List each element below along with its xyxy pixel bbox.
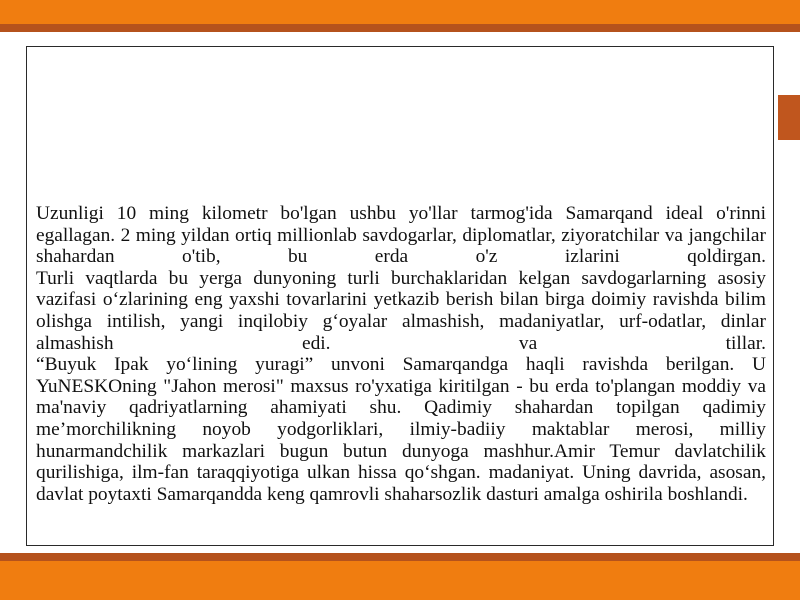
paragraph-merchants: Turli vaqtlarda bu yerga dunyoning turli burchaklaridan kelgan savdogarlarning asosiy vazifasi o‘zlarining eng yaxshi tovarlarini yetkazib berish bilan birga doimiy ravishda bilim olishga intilish, yangi inqilobiy g‘oyalar almashish, madaniyatlar, urf-odatlar, dinlar almashish edi. va tillar. <box>36 267 766 354</box>
bottom-accent-stripe <box>0 553 800 561</box>
top-accent-band <box>0 0 800 24</box>
right-accent-tab <box>778 95 800 140</box>
top-accent-stripe <box>0 24 800 32</box>
bottom-accent-band <box>0 561 800 600</box>
paragraph-silk-road-network: Uzunligi 10 ming kilometr bo'lgan ushbu yo'llar tarmog'ida Samarqand ideal o'rinni egallagan. 2 ming yildan ortiq millionlab savdogarlar, diplomatlar, ziyoratchilar va jangchilar shahardan o'tib, bu erda o'z izlarini qoldirgan. <box>36 203 766 268</box>
paragraph-heart-of-silk-road: “Buyuk Ipak yo‘lining yuragi” unvoni Samarqandga haqli ravishda berilgan. U YuNESKOning "Jahon merosi" maxsus ro'yxatiga kiritilgan - bu erda to'plangan moddiy va ma'naviy qadriyatlarning ahamiyati shu. Qadimiy shahardan topilgan qadimiy me’morchilikning noyob yodgorliklari, ilmiy-badiiy maktablar merosi, milliy hunarmandchilik markazlari bugun butun dunyoga mashhur.Amir Temur davlatchilik qurilishiga, ilm-fan taraqqiyotiga ulkan hissa qo‘shgan. madaniyat. Uning davrida, asosan, davlat poytaxti Samarqandda keng qamrovli shaharsozlik dasturi amalga oshirila boshlandi. <box>36 354 766 505</box>
slide-text-box <box>26 46 774 546</box>
